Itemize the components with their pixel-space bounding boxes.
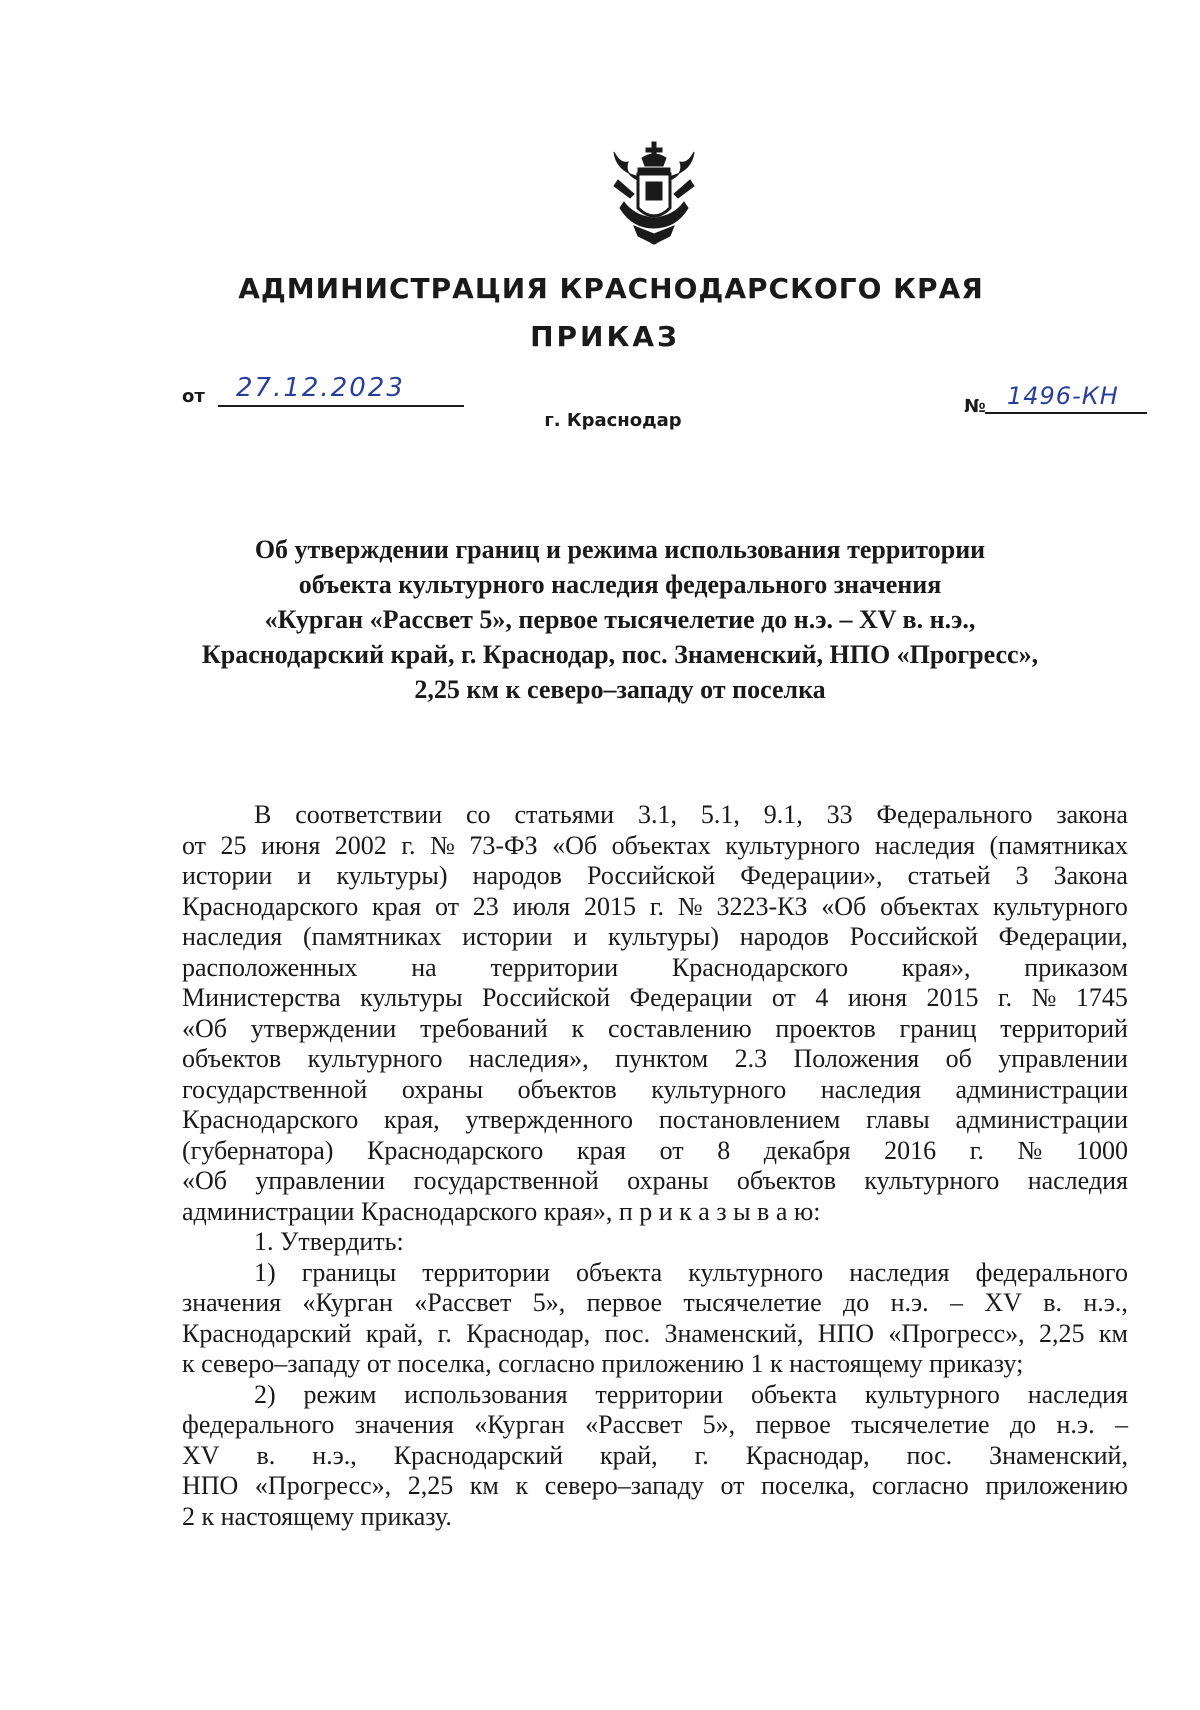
body-word: истории [182, 861, 273, 890]
body-word: 5», [532, 1288, 566, 1317]
body-word: границ [899, 1013, 977, 1043]
body-word: июня [847, 983, 908, 1012]
body-word: Российской [849, 922, 978, 951]
body-word: статьей [907, 861, 991, 890]
body-word: федерального [975, 1257, 1128, 1287]
body-word: от [434, 891, 459, 921]
body-word: № [1031, 983, 1057, 1012]
body-word: км [469, 1471, 499, 1500]
body-word: согласно [871, 1471, 969, 1500]
body-line [182, 953, 1128, 984]
body-word: 25 [220, 830, 247, 860]
body-word: значения [182, 1288, 282, 1317]
body-word: на [411, 952, 437, 982]
body-word: 1) [254, 1257, 276, 1287]
body-word: (памятниках [989, 830, 1128, 860]
body-word: культуры [360, 983, 463, 1012]
body-word: проектов [775, 1013, 876, 1043]
body-line [182, 892, 1128, 923]
body-word: 2,25 [407, 1471, 454, 1500]
body-word: 3.1, [637, 800, 677, 829]
subject-line: объекта культурного наследия федерального значения [298, 570, 942, 599]
body-word: закона [1056, 800, 1128, 829]
body-word: наследия [1027, 1379, 1128, 1409]
body-word: пос. [604, 1318, 651, 1348]
body-word: – [949, 1288, 963, 1317]
body-word: край, [365, 1318, 424, 1348]
body-line [182, 1471, 1128, 1502]
body-word: Федерации», [740, 861, 883, 890]
body-word: пунктом [615, 1044, 709, 1073]
body-line [182, 1075, 1128, 1106]
body-word: к [515, 1471, 529, 1500]
body-word: границы [301, 1257, 397, 1287]
body-word: 23 [472, 891, 499, 921]
organization-title: АДМИНИСТРАЦИЯ КРАСНОДАРСКОГО КРАЯ [238, 272, 984, 305]
body-word: наследия [820, 1074, 922, 1104]
body-word: 1745 [1075, 983, 1128, 1012]
body-word: Министерства [182, 983, 341, 1012]
body-word: объектах [880, 891, 980, 921]
body-word: и [297, 861, 312, 890]
body-line [182, 1044, 1128, 1075]
body-word: 2015 [584, 891, 637, 921]
body-word: утвержденного [465, 1105, 634, 1134]
body-word: 33 [826, 800, 853, 829]
body-word: «Курган [474, 1410, 565, 1439]
date-value-handwritten: 27.12.2023 [236, 373, 405, 403]
body-word: к [571, 1013, 585, 1043]
body-line: 2 к настоящему приказу. [182, 1501, 452, 1531]
body-word: наследия [874, 830, 975, 860]
body-word: июня [261, 830, 321, 860]
body-word: Федерации, [998, 922, 1128, 951]
body-word: Закона [1053, 861, 1128, 890]
body-word: В [254, 800, 272, 829]
body-word: «Об [552, 830, 598, 860]
body-word: «Прогресс», [254, 1471, 392, 1500]
body-word: г. [694, 1440, 709, 1470]
body-word: пос. [906, 1440, 953, 1470]
body-word: государственной [182, 1074, 368, 1104]
number-value-handwritten: 1496-КН [1007, 382, 1119, 410]
body-word: приказом [1024, 952, 1128, 982]
body-word: XV [182, 1440, 220, 1470]
body-word: наследия [182, 922, 283, 951]
body-word: Краснодарского [182, 1105, 359, 1134]
body-word: «Об [182, 1166, 228, 1195]
body-word: края», [901, 952, 971, 982]
body-word: Российской [587, 861, 716, 890]
body-word: 2.3 [734, 1044, 768, 1073]
body-word: край, [600, 1440, 658, 1470]
body-word: объекта [750, 1379, 838, 1409]
body-word: декабря [763, 1135, 851, 1165]
body-word: н.э., [1083, 1288, 1128, 1317]
body-line [182, 1288, 1128, 1319]
body-word: края [372, 891, 422, 921]
body-word: культурного [651, 1074, 787, 1104]
body-word: управлении [998, 1044, 1128, 1073]
body-word: использования [404, 1379, 568, 1409]
body-word: объектах [611, 830, 711, 860]
document-type-title: ПРИКАЗ [530, 320, 680, 353]
body-word: «Рассвет [585, 1410, 683, 1439]
body-word: г. [969, 1135, 984, 1165]
body-line: администрации Краснодарского края», п р и к а з ы в а ю: [182, 1196, 821, 1226]
body-word: администрации [955, 1105, 1128, 1134]
body-word: Краснодарский [182, 1318, 352, 1348]
body-word: 1000 [1075, 1135, 1128, 1165]
body-word: объекта [576, 1257, 663, 1287]
body-word: 2002 [334, 830, 387, 860]
city-label: г. Краснодар [544, 410, 682, 431]
body-word: «Прогресс», [888, 1318, 1025, 1348]
body-word: составлению [607, 1013, 752, 1043]
subject-line: «Курган «Рассвет 5», первое тысячелетие до н.э. – XV в. н.э., [264, 605, 976, 634]
body-word: н.э. [1056, 1410, 1095, 1439]
body-word: «Рассвет [414, 1288, 512, 1317]
body-word: (губернатора) [182, 1135, 334, 1165]
body-line [182, 1166, 1128, 1197]
body-word: культурного [992, 891, 1128, 921]
body-word: 5.1, [700, 800, 740, 829]
order-subject [170, 532, 1070, 707]
subject-line: Об утверждении границ и режима использования территории [254, 535, 986, 564]
body-word: Краснодар, [466, 1318, 591, 1348]
body-word: Знаменский, [989, 1440, 1128, 1470]
body-word: культурного [307, 1044, 443, 1073]
subject-line: 2,25 км к северо–западу от поселка [414, 675, 826, 704]
body-word: постановлением [658, 1105, 841, 1134]
body-word: главы [866, 1105, 930, 1134]
body-word: Краснодарского [671, 952, 849, 982]
body-word: соответствии [295, 800, 443, 829]
body-word: Знаменский, [664, 1318, 804, 1348]
body-word: истории [462, 922, 553, 951]
date-field [218, 371, 464, 407]
body-word: 3 [1015, 861, 1029, 890]
body-word: г. [649, 891, 665, 921]
body-word: до [1009, 1410, 1037, 1439]
body-line [182, 983, 1128, 1014]
body-word: охраны [627, 1166, 709, 1195]
body-word: 5», [702, 1410, 736, 1439]
body-word: н.э. [890, 1288, 929, 1317]
body-word: культурного [688, 1257, 824, 1287]
body-word: НПО [817, 1318, 875, 1348]
body-word: – [1114, 1410, 1128, 1439]
body-word: 73-ФЗ [469, 830, 538, 860]
body-word: «Об [821, 891, 867, 921]
body-line [182, 1105, 1128, 1136]
body-word: первое [586, 1288, 663, 1317]
body-word: территории [422, 1257, 550, 1287]
body-word: км [1098, 1318, 1128, 1348]
body-word: н.э., [312, 1440, 357, 1470]
body-word: (памятниках [303, 922, 442, 951]
body-line [182, 1380, 1128, 1411]
body-word: 3223-КЗ [716, 891, 808, 921]
body-word: 2015 [926, 983, 979, 1012]
body-word: 4 [815, 983, 829, 1012]
body-word: охраны [401, 1074, 484, 1104]
date-label: от [182, 386, 205, 407]
body-word: территории [595, 1379, 724, 1409]
body-word: края, [384, 1105, 440, 1134]
body-word: тысячелетие [851, 1410, 990, 1439]
body-word: от [182, 830, 207, 860]
body-word: северо–западу [544, 1471, 704, 1500]
body-line [182, 1410, 1128, 1441]
body-line [182, 800, 1128, 831]
subject-line: Краснодарский край, г. Краснодар, пос. Знаменский, НПО «Прогресс», [201, 640, 1039, 669]
body-word: № [430, 830, 455, 860]
body-word: тысячелетие [683, 1288, 822, 1317]
body-word: июля [512, 891, 571, 921]
body-word: г. [437, 1318, 452, 1348]
body-word: приложению [985, 1471, 1128, 1500]
body-word: до [842, 1288, 870, 1317]
body-line: к северо–западу от поселка, согласно приложению 1 к настоящему приказу; [182, 1349, 1024, 1378]
body-line [182, 1258, 1128, 1289]
body-word: от [771, 983, 796, 1012]
body-word: от [659, 1135, 684, 1165]
body-word: территории [490, 952, 619, 982]
body-word: Краснодар, [745, 1440, 870, 1470]
body-word: № [677, 891, 703, 921]
body-word: управлении [255, 1166, 386, 1195]
body-word: объектов [736, 1166, 836, 1195]
body-word: г. [997, 983, 1013, 1012]
body-line [182, 861, 1128, 892]
body-line [182, 1319, 1128, 1350]
body-word: XV [984, 1288, 1022, 1317]
body-word: статьями [514, 800, 615, 829]
body-word: территорий [1000, 1013, 1128, 1043]
body-word: расположенных [182, 952, 358, 982]
order-body [182, 800, 1128, 1532]
body-word: культуры) [607, 922, 720, 951]
body-word: и [573, 922, 588, 951]
body-word: со [466, 800, 491, 829]
body-word: Краснодарского [182, 891, 359, 921]
body-word: государственной [413, 1166, 599, 1195]
body-word: наследия [849, 1257, 950, 1287]
body-word: Краснодарский [393, 1440, 564, 1470]
body-word: культурного [864, 1379, 1000, 1409]
body-word: культуры) [336, 861, 448, 890]
body-line [182, 1014, 1128, 1045]
body-word: № [1017, 1135, 1043, 1165]
body-word: Краснодарского [367, 1135, 544, 1165]
body-line: 1. Утвердить: [254, 1227, 404, 1256]
body-word: «Об [182, 1013, 228, 1043]
body-word: администрации [955, 1074, 1128, 1104]
body-line [182, 831, 1128, 862]
body-word: в. [256, 1440, 276, 1470]
body-word: 9.1, [763, 800, 803, 829]
body-word: объектов [517, 1074, 617, 1104]
body-word: объектов [182, 1044, 282, 1073]
body-word: режим [303, 1379, 377, 1409]
body-word: Российской [482, 983, 611, 1012]
body-word: 2016 [884, 1135, 937, 1165]
body-word: края [576, 1135, 626, 1165]
body-word: Федерального [876, 800, 1033, 829]
body-word: федерального [182, 1410, 335, 1439]
body-line [182, 922, 1128, 953]
body-word: «Курган [302, 1288, 393, 1317]
body-word: Положения [793, 1044, 920, 1073]
body-word: наследия», [468, 1044, 589, 1073]
body-word: поселка, [761, 1471, 856, 1500]
body-word: в. [1043, 1288, 1063, 1317]
body-word: первое [755, 1410, 831, 1439]
body-word: народов [739, 922, 830, 951]
body-line [182, 1441, 1128, 1472]
body-word: требований [420, 1013, 548, 1043]
body-word: 2,25 [1038, 1318, 1085, 1348]
body-word: наследия [1027, 1166, 1128, 1195]
body-word: культурного [725, 830, 861, 860]
body-word: народов [472, 861, 562, 890]
body-word: значения [354, 1410, 454, 1439]
body-word: 2) [254, 1379, 276, 1409]
body-word: НПО [182, 1471, 239, 1500]
body-word: от [720, 1471, 745, 1500]
body-word: культурного [864, 1166, 1000, 1195]
body-word: Федерации [629, 983, 753, 1012]
body-line [182, 1136, 1128, 1167]
number-label: № [964, 396, 986, 417]
body-word: об [945, 1044, 972, 1073]
body-word: утверждении [250, 1013, 397, 1043]
body-word: г. [401, 830, 416, 860]
number-field [985, 382, 1147, 414]
coat-of-arms-emblem [608, 140, 700, 248]
body-word: 8 [717, 1135, 731, 1165]
